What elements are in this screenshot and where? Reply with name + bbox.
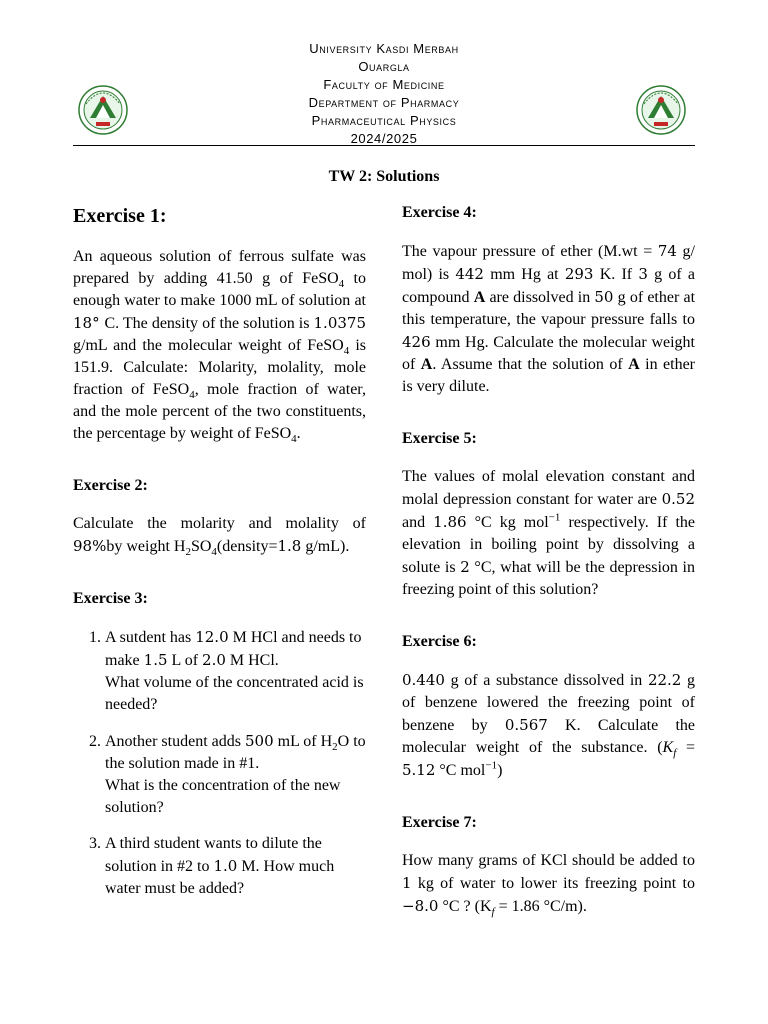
exercise-5-title: Exercise 5:: [402, 430, 477, 447]
exercise-7-title: Exercise 7:: [402, 814, 477, 831]
exercise-3-item-2: 2. Another student adds 500 mL of $H_2O$ to the solution made in #1. What is the concentration of the new solution?: [105, 730, 366, 819]
header-year: 2024/2025: [350, 131, 418, 146]
exercise-3-item-1: 1. A sutdent has 12.0 M HCl and needs to make 1.5 L of 2.0 M HCl. What volume of the concentrated acid is needed?: [105, 626, 366, 716]
header-faculty: Faculty of Medicine: [323, 77, 445, 92]
header-city: Ouargla: [358, 59, 410, 74]
exercise-3-item-3: 3. A third student wants to dilute the solution in #2 to 1.0 M. How much water must be added?: [105, 833, 366, 900]
exercise-3-list: [73, 626, 366, 900]
exercise-7-text: How many grams of KCl should be added to 1 kg of water to lower its freezing point to −8.0 °C ? ($K_f = 1.86$ °C/m).: [402, 852, 695, 919]
exercise-6-text: 0.440 g of a substance dissolved in 22.2 g of benzene lowered the freezing point of benzene by 0.567 K. Calculate the molecular weight of the substance. ($K_f = 5.12$ °C mol$^{-1}$): [402, 671, 696, 779]
exercise-4-text: The vapour pressure of ether (M.wt = 74 g/ mol) is 442 mm Hg at 293 K. If 3 g of a compound A are dissolved in 50 g of ether at this temperature, the vapour pressure falls to 426 mm Hg. Calculate the molecular weight of A. Assume that the solution of A in ether is very dilute.: [402, 242, 696, 395]
header-university: University Kasdi Merbah: [309, 41, 459, 56]
header-divider: [73, 145, 695, 146]
exercise-1-text: An aqueous solution of ferrous sulfate was prepared by adding 41.50 g of FeSO$_4$ to enough water to make 1000 mL of solution at 18° C. The density of the solution is 1.0375 g/mL and the molecular weight of FeSO$_4$ is 151.9. Calculate: Molarity, molality, mole fraction of FeSO$_4$, mole fraction of water, and the mole percent of the two constituents, the percentage by weight of FeSO$_4$.: [73, 248, 367, 446]
exercise-2-text: Calculate the molarity and molality of 98%by weight $H_2SO_4(density=1.8$ g/mL).: [73, 515, 366, 559]
exercise-4-title: Exercise 4:: [402, 204, 477, 221]
header-department: Department of Pharmacy: [308, 95, 460, 110]
exercise-6-title: Exercise 6:: [402, 633, 477, 650]
exercise-2-title: Exercise 2:: [73, 477, 148, 494]
page-title: TW 2: Solutions: [328, 168, 440, 185]
university-logo-left: [76, 78, 130, 138]
exercise-1-title: Exercise 1:: [73, 205, 167, 227]
right-column: [402, 202, 695, 918]
exercise-3-title: Exercise 3:: [73, 590, 148, 607]
left-column: [73, 202, 366, 914]
university-logo-right: [634, 78, 688, 138]
exercise-5-text: The values of molal elevation constant and molal depression constant for water are 0.52 and 1.86 °C kg mol$^{-1}$ respectively. If the elevation in boiling point by dissolving a solute is 2 °C, what will be the depression in freezing point of this solution?: [402, 468, 695, 598]
header-course: Pharmaceutical Physics: [311, 113, 457, 128]
